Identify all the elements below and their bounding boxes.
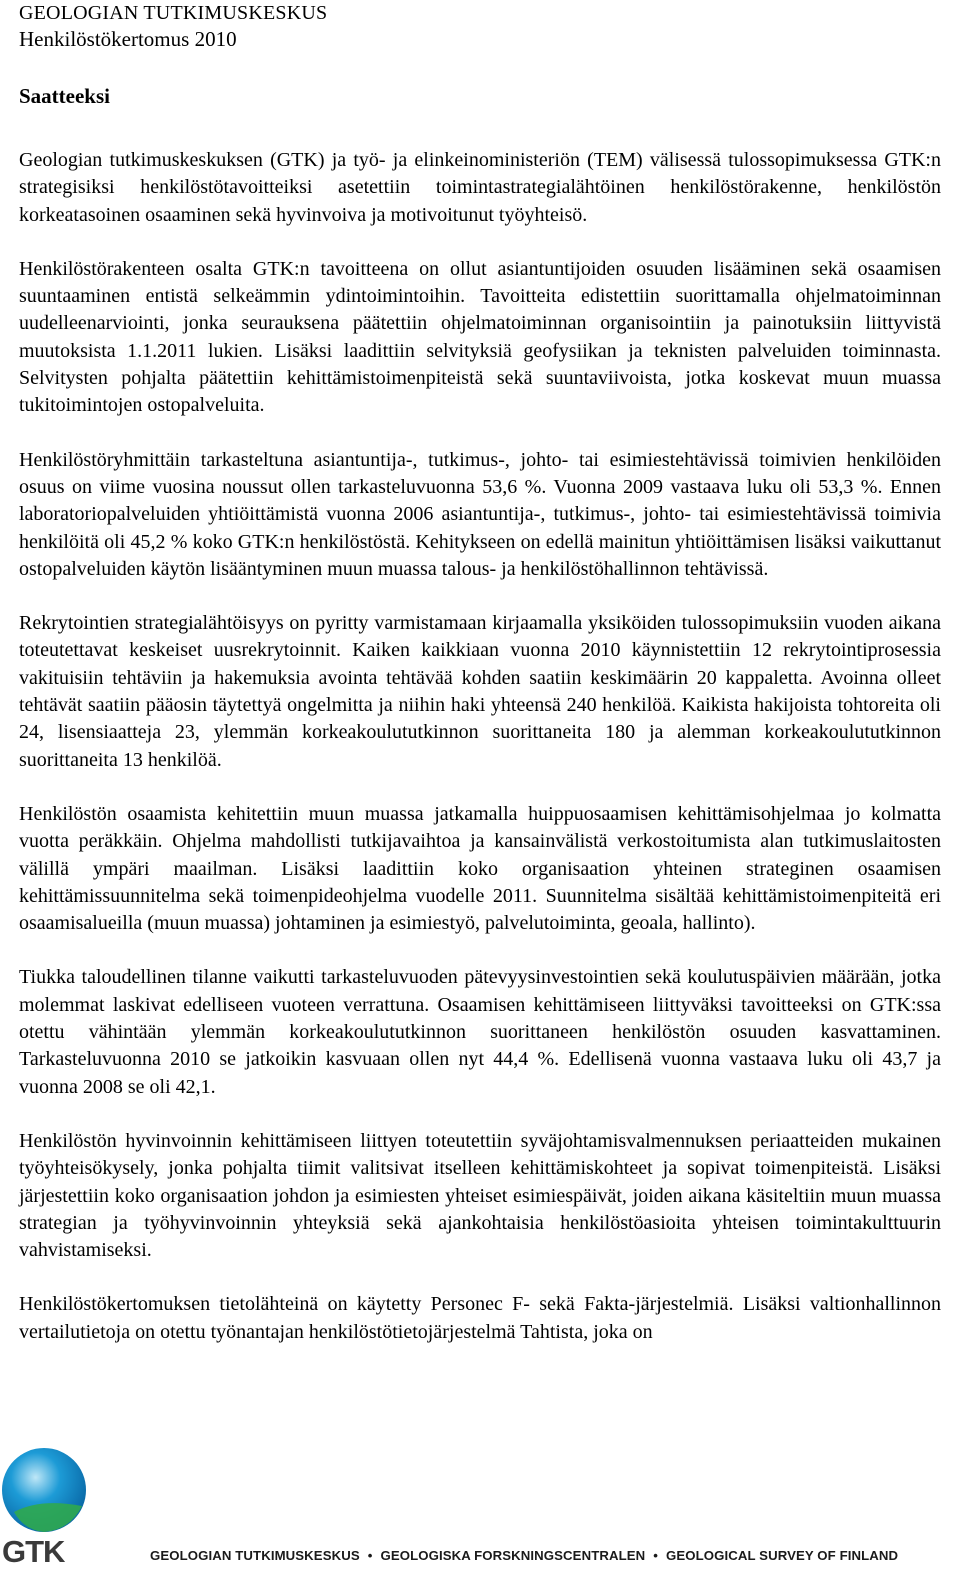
institution-names <box>150 1548 950 1563</box>
paragraph: Tiukka taloudellinen tilanne vaikutti tarkasteluvuoden pätevyysinvestointien sekä koulutuspäivien määrään, jotka molemmat laskivat edelliseen vuoteen verrattuna. Osaamisen kehittämiseen liittyväksi tavoitteeksi on GTK:ssa otettu vähintään ylemmän korkeakoulututkinnon suorittaneen henkilöstön osuuden kasvattaminen. Tarkasteluvuonna 2010 se jatkoikin kasvuaan ollen nyt 44,4 %. Edellisenä vuonna vastaava luku oli 43,7 ja vuonna 2008 se oli 42,1. <box>19 966 941 1098</box>
paragraph: Henkilöstökertomuksen tietolähteinä on käytetty Personec F- sekä Fakta-järjestelmiä. Lisäksi valtionhallinnon vertailutietoja on otettu työnantajan henkilöstötietojärjestelmä Tahtista, joka on <box>19 1293 941 1343</box>
globe-logo-icon <box>0 1440 100 1540</box>
logo-text: GTK <box>2 1534 65 1569</box>
page-footer <box>0 1440 960 1573</box>
paragraph: Henkilöstön osaamista kehitettiin muun muassa jatkamalla huippuosaamisen kehittämisohjelmaa jo kolmatta vuotta peräkkäin. Ohjelma mahdollisti tutkijavaihtoa ja kansainvälistä verkostoitumista alan tutkimuslaitosten välillä ympäri maailman. Lisäksi laadittiin koko organisaation yhteinen strateginen osaamisen kehittämissuunnitelma sekä toimenpideohjelma vuodelle 2011. Suunnitelma sisältää kehittämistoimenpiteitä eri osaamisalueilla (muun muassa) johtaminen ja esimiestyö, palvelutoiminta, geoala, hallinto). <box>19 802 941 935</box>
section-title: Saatteeksi <box>19 84 110 108</box>
institution-name-en: GEOLOGICAL SURVEY OF FINLAND <box>666 1548 899 1563</box>
institution-name-sv: GEOLOGISKA FORSKNINGSCENTRALEN <box>380 1548 646 1563</box>
separator: • <box>367 1548 373 1563</box>
document-body <box>19 147 941 1373</box>
institution-name-fi: GEOLOGIAN TUTKIMUSKESKUS <box>150 1548 360 1563</box>
gtk-logo <box>0 1440 100 1573</box>
separator: • <box>653 1548 658 1563</box>
organization-name: GEOLOGIAN TUTKIMUSKESKUS <box>19 2 328 24</box>
report-title: Henkilöstökertomus 2010 <box>19 27 237 51</box>
paragraph: Henkilöstön hyvinvoinnin kehittämiseen liittyen toteutettiin syväjohtamisvalmennuksen periaatteiden mukainen työyhteisökysely, jonka pohjalta tiimit valitsivat itselleen kehittämiskohteet ja sopivat toimenpiteistä. Lisäksi järjestettiin koko organisaation johdon ja esimiesten yhteiset esimiespäivät, joiden aikana käsiteltiin muun muassa strategian ja työhyvinvoinnin yhteyksiä sekä ajankohtaisia henkilöstöasioita yhteisen toimintakulttuurin vahvistamiseksi. <box>19 1129 941 1262</box>
page-header <box>19 0 939 52</box>
paragraph: Rekrytointien strategialähtöisyys on pyritty varmistamaan kirjaamalla yksiköiden tulossopimuksiin vuoden aikana toteutettavat keskeiset uusrekrytoinnit. Kaiken kaikkiaan vuonna 2010 käynnistettiin 12 rekrytointiprosessia vakituisiin tehtäviin ja hakemuksia avointa tehtävää kohden saatiin keskimäärin 20 kappaletta. Avoinna olleet tehtävät saatiin pääosin täytettyä ongelmitta ja niihin haki yhteensä 240 henkilöä. Kaikista hakijoista tohtoreita oli 24, lisensiaatteja 23, ylemmän korkeakoulututkinnon suorittaneita 180 ja alemman korkeakoulututkinnon suorittaneita 13 henkilöä. <box>19 612 941 771</box>
paragraph: Geologian tutkimuskeskuksen (GTK) ja työ- ja elinkeinoministeriön (TEM) välisessä tulossopimuksessa GTK:n strategisiksi henkilöstötavoitteiksi asetettiin toimintastrategialähtöinen henkilöstörakenne, henkilöstön korkeatasoinen osaaminen sekä hyvinvoiva ja motivoitunut työyhteisö. <box>19 149 941 226</box>
paragraph: Henkilöstöryhmittäin tarkasteltuna asiantuntija-, tutkimus-, johto- tai esimiestehtävissä toimivien henkilöiden osuus on viime vuosina noussut ollen tarkasteluvuonna 53,6 %. Vuonna 2009 vastaava luku oli 53,3 %. Ennen laboratoriopalveluiden yhtiöittämistä vuonna 2006 asiantuntija-, tutkimus-, johto- tai esimiestehtävissä toimivia henkilöitä oli 45,2 % koko GTK:n henkilöstöstä. Kehitykseen on edellä mainitun yhtiöittämisen lisäksi vaikuttanut ostopalveluiden käytön lisääntyminen muun muassa talous- ja henkilöstöhallinnon tehtävissä. <box>19 448 941 580</box>
paragraph: Henkilöstörakenteen osalta GTK:n tavoitteena on ollut asiantuntijoiden osuuden lisääminen sekä osaamisen suuntaaminen entistä selkeämmin ydintoimintoihin. Tavoitteita edistettiin suorittamalla ohjelmatoiminnan uudelleenarviointi, jonka seurauksena päätettiin ohjelmatoiminnan organisointiin ja painotuksiin liittyvistä muutoksista 1.1.2011 lukien. Lisäksi laadittiin selvityksiä geofysiikan ja teknisten palveluiden toiminnasta. Selvitysten pohjalta päätettiin kehittämistoimenpiteistä sekä suuntaviivoista, jotka koskevat muun muassa tukitoimintojen ostopalveluita. <box>19 257 941 417</box>
